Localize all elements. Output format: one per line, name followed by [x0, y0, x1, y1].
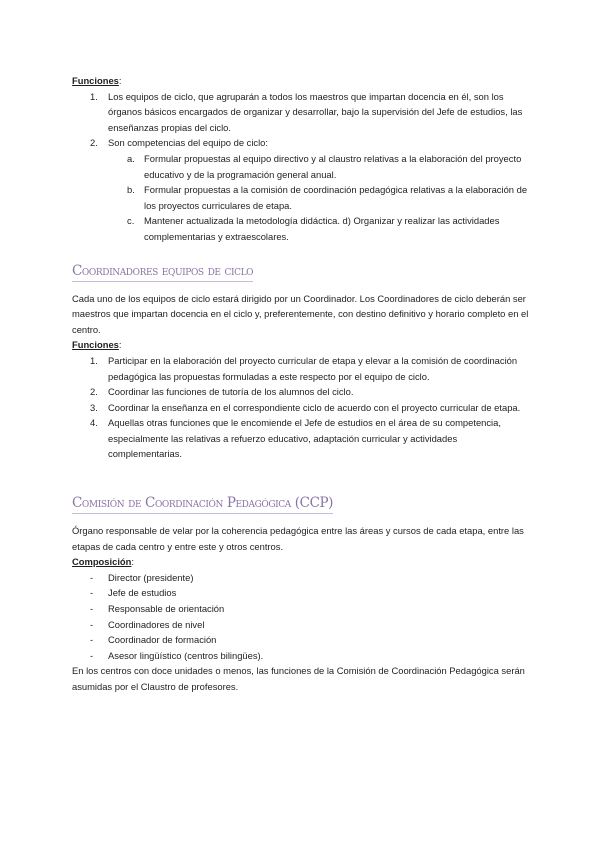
- funciones-label: Funciones: [72, 75, 119, 86]
- list-item-text: Director (presidente): [108, 571, 194, 583]
- ccp-heading-wrap: [72, 494, 530, 514]
- list-item: [72, 400, 530, 416]
- section-heading: Coordinadores equipos de ciclo: [72, 262, 253, 282]
- list-item: [72, 353, 530, 384]
- list-marker: -: [90, 634, 94, 646]
- list-item: [72, 213, 530, 244]
- list-item-text: Coordinadores de nivel: [108, 618, 205, 630]
- funciones-list: [72, 89, 530, 151]
- composicion-label-line: [72, 554, 530, 570]
- funciones-label-line: [72, 73, 530, 89]
- section-ccp: [72, 494, 530, 695]
- list-marker: 4.: [90, 417, 98, 429]
- colon: :: [118, 339, 122, 351]
- coordinadores-intro: Cada uno de los equipos de ciclo estará dirigido por un Coordinador. Los Coordinadores de ciclo deberán ser maestros que impartan docencia en el ciclo y, preferentemente, con destino definitivo y horario completo en el centro.: [72, 292, 529, 335]
- composicion-label: Composición: [72, 556, 132, 568]
- coordinadores-heading-wrap: [72, 262, 530, 282]
- ccp-closing: En los centros con doce unidades o menos, las funciones de la Comisión de Coordinación Pedagógica serán asumidas por el Claustro de profesores.: [72, 665, 525, 692]
- composicion-list: [72, 570, 530, 664]
- list-marker: -: [90, 618, 94, 630]
- list-item: [72, 617, 530, 633]
- colon: :: [131, 556, 134, 568]
- list-item: [72, 151, 530, 182]
- list-item-text: Formular propuestas al equipo directivo y al claustro relativas a la elaboración del proyecto educativo y de la programación general anual.: [144, 152, 522, 180]
- list-item-text: Asesor lingüístico (centros bilingües).: [108, 649, 264, 661]
- list-marker: a.: [127, 152, 135, 164]
- list-item-text: Coordinar la enseñanza en el correspondiente ciclo de acuerdo con el proyecto curricular de etapa.: [108, 401, 521, 413]
- section-heading: Comisión de Coordinación Pedagógica (CCP): [72, 494, 333, 514]
- list-item-text: Coordinador de formación: [108, 634, 217, 646]
- list-marker: -: [90, 649, 94, 661]
- list-item-text: Aquellas otras funciones que le encomiende el Jefe de estudios en el área de su competencia, especialmente las relativas a refuerzo educativo, adaptación curricular y actividades complementarias.: [108, 417, 501, 460]
- colon: :: [118, 75, 122, 86]
- funciones-label: Funciones: [72, 339, 119, 351]
- list-item: [72, 632, 530, 648]
- list-item-text: Formular propuestas a la comisión de coordinación pedagógica relativas a la elaboración de los proyectos curriculares de etapa.: [144, 184, 528, 211]
- list-marker: 1.: [90, 354, 98, 366]
- document-page: [72, 73, 530, 695]
- list-item: [72, 585, 530, 601]
- list-item: [72, 415, 530, 462]
- coordinadores-funciones-list: [72, 353, 530, 462]
- list-marker: 2.: [90, 386, 98, 398]
- list-item-text: Participar en la elaboración del proyecto curricular de etapa y elevar a la comisión de coordinación pedagógica las propuestas formuladas a este respecto por el equipo de ciclo.: [108, 354, 518, 382]
- list-marker: -: [90, 587, 94, 599]
- list-marker: 1.: [90, 90, 98, 102]
- list-item-text: Coordinar las funciones de tutoría de los alumnos del ciclo.: [108, 386, 354, 398]
- list-item-text: Son competencias del equipo de ciclo:: [108, 137, 268, 149]
- list-item: [72, 182, 530, 213]
- list-item: [72, 601, 530, 617]
- ccp-intro: Órgano responsable de velar por la coherencia pedagógica entre las áreas y cursos de cada etapa, entre las etapas de cada centro y entre este y otros centros.: [72, 525, 524, 552]
- list-item: [72, 570, 530, 586]
- list-marker: 2.: [90, 137, 98, 149]
- list-item: [72, 89, 530, 136]
- competencias-sublist: [72, 151, 530, 245]
- list-item-text: Jefe de estudios: [108, 587, 177, 599]
- list-marker: c.: [127, 215, 135, 227]
- list-item-text: Mantener actualizada la metodología didáctica. d) Organizar y realizar las actividades complementarias y extraescolares.: [144, 215, 500, 242]
- list-marker: -: [90, 603, 94, 615]
- list-marker: 3.: [90, 401, 98, 413]
- section-funciones-equipos: [72, 73, 530, 245]
- list-item: [72, 648, 530, 664]
- list-item: [72, 384, 530, 400]
- funciones-label-line: [72, 337, 530, 353]
- list-item: [72, 135, 530, 151]
- list-marker: b.: [127, 184, 135, 196]
- list-marker: -: [90, 571, 94, 583]
- section-coordinadores: [72, 262, 530, 463]
- list-item-text: Los equipos de ciclo, que agruparán a todos los maestros que impartan docencia en él, son los órganos básicos encargados de organizar y desarrollar, bajo la supervisión del Jefe de estudios, las enseñanzas propias del ciclo.: [108, 90, 523, 133]
- list-item-text: Responsable de orientación: [108, 603, 225, 615]
